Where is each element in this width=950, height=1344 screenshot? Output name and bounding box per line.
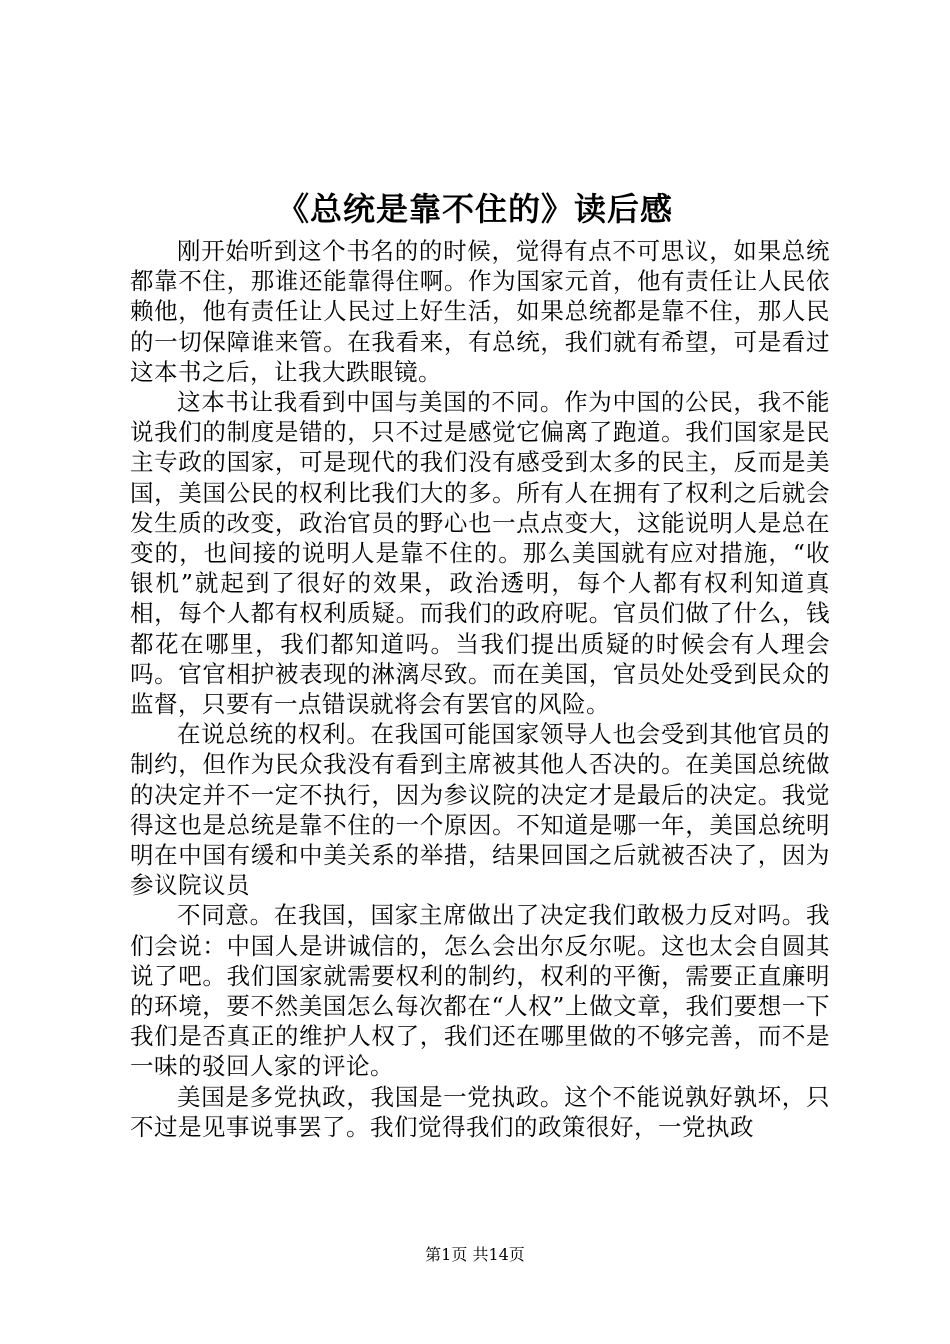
paragraph-4: 不同意。在我国，国家主席做出了决定我们敢极力反对吗。我们会说：中国人是讲诚信的，怎么会出尔反尔呢。这也太会自圆其说了吧。我们国家就需要权利的制约，权利的平衡，需要正直廉明的环境，要不然美国怎么每次都在“人权”上做文章，我们要想一下我们是否真正的维护人权了，我们还在哪里做的不够完善，而不是一味的驳回人家的评论。 [130,901,830,1081]
document-title: 《总统是靠不住的》读后感 [276,190,673,228]
paragraph-5: 美国是多党执政，我国是一党执政。这个不能说孰好孰坏，只不过是见事说事罢了。我们觉得我们的政策很好，一党执政 [130,1082,830,1141]
document-body [130,236,830,1142]
paragraph-1: 刚开始听到这个书名的的时候，觉得有点不可思议，如果总统都靠不住，那谁还能靠得住啊。作为国家元首，他有责任让人民依赖他，他有责任让人民过上好生活，如果总统都是靠不住，那人民的一切保障谁来管。在我看来，有总统，我们就有希望，可是看过这本书之后，让我大跌眼镜。 [130,237,830,386]
paragraph-2: 这本书让我看到中国与美国的不同。作为中国的公民，我不能说我们的制度是错的，只不过是感觉它偏离了跑道。我们国家是民主专政的国家，可是现代的我们没有感受到太多的民主，反而是美国，美国公民的权利比我们大的多。所有人在拥有了权利之后就会发生质的改变，政治官员的野心也一点点变大，这能说明人是总在变的，也间接的说明人是靠不住的。那么美国就有应对措施，“收银机”就起到了很好的效果，政治透明，每个人都有权利知道真相，每个人都有权利质疑。而我们的政府呢。官员们做了什么，钱都花在哪里，我们都知道吗。当我们提出质疑的时候会有人理会吗。官官相护被表现的淋漓尽致。而在美国，官员处处受到民众的监督，只要有一点错误就将会有罢官的风险。 [130,388,830,719]
paragraph-3: 在说总统的权利。在我国可能国家领导人也会受到其他官员的制约，但作为民众我没有看到主席被其他人否决的。在美国总统做的决定并不一定不执行，因为参议院的决定才是最后的决定。我觉得这也是总统是靠不住的一个原因。不知道是哪一年，美国总统明明在中国有缓和中美关系的举措，结果回国之后就被否决了，因为参议院议员 [130,720,830,900]
page-number-footer: 第1页 共14页 [425,1245,525,1264]
